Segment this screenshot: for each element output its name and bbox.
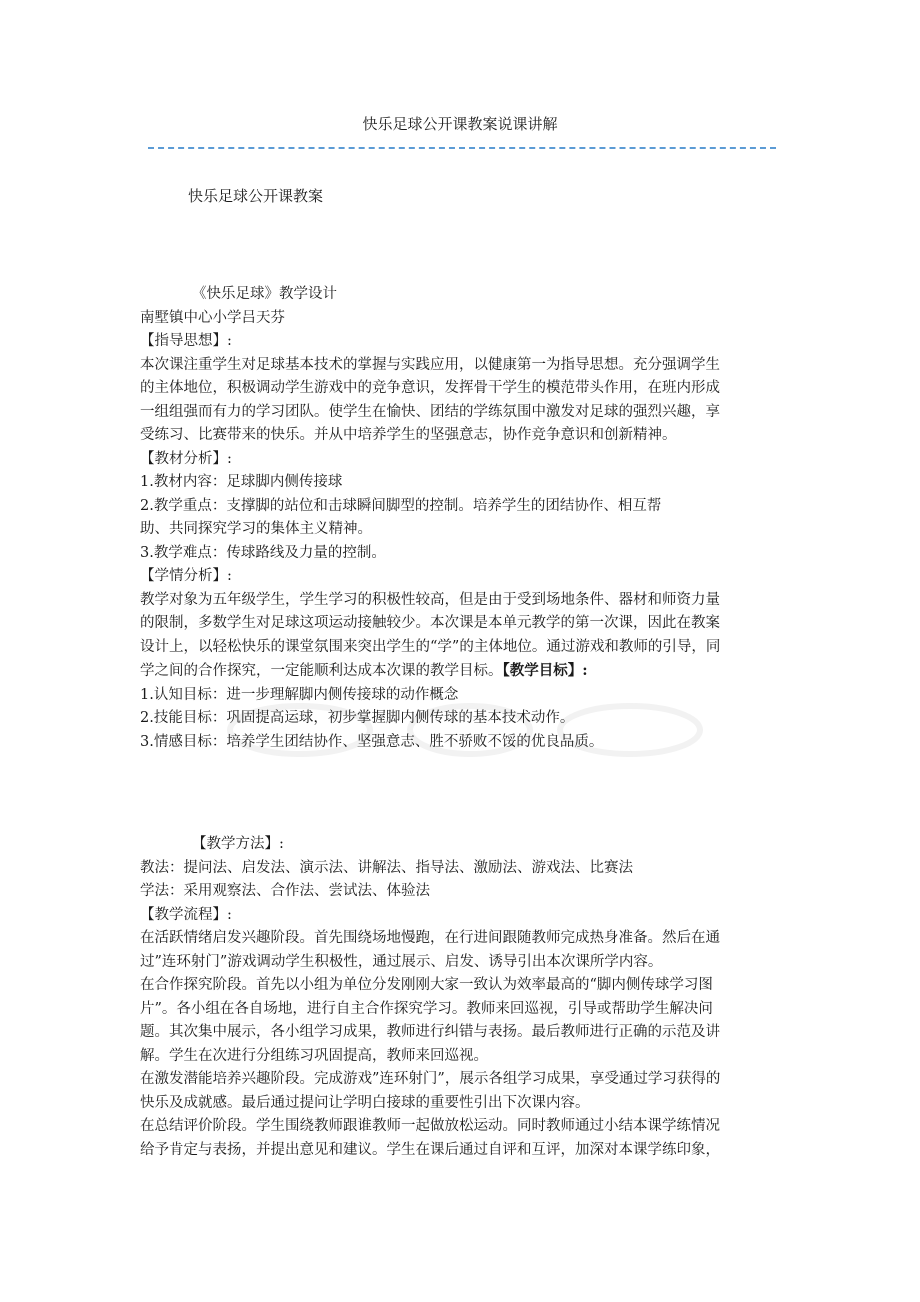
learner-heading: 【学情分析】: — [140, 568, 232, 584]
guide-line: 本次课注重学生对足球基本技术的掌握与实践应用，以健康第一为指导思想。充分强调学生 — [140, 356, 720, 373]
material-line: 助、共同探究学习的集体主义精神。 — [140, 521, 372, 537]
document-title: 快乐足球公开课教案说课讲解 — [362, 115, 558, 133]
guide-line: 受练习、比赛带来的快乐。并从中培养学生的坚强意志，协作竞争意识和创新精神。 — [140, 427, 677, 443]
guide-line: 一组组强而有力的学习团队。使学生在愉快、团结的学练氛围中激发对足球的强烈兴趣，享 — [140, 403, 720, 420]
flow-line: 在激发潜能培养兴趣阶段。完成游戏”连环射门”，展示各组学习成果，享受通过学习获得的 — [140, 1071, 721, 1087]
material-line: 2.教学重点：支撑脚的站位和击球瞬间脚型的控制。培养学生的团结协作、相互帮 — [140, 497, 662, 514]
flow-line: 解。学生在次进行分组练习巩固提高，教师来回巡视。 — [140, 1047, 488, 1064]
material-line: 3.教学难点：传球路线及力量的控制。 — [140, 544, 386, 561]
flow-heading: 【教学流程】: — [140, 906, 232, 923]
flow-line: 给予肯定与表扬，并提出意见和建议。学生在课后通过自评和互评，加深对本课学练印象， — [140, 1141, 720, 1158]
flow-line: 在总结评价阶段。学生围绕教师跟谁教师一起做放松运动。同时教师通过小结本课学练情况 — [140, 1118, 720, 1134]
material-line: 1.教材内容：足球脚内侧传接球 — [140, 474, 343, 490]
material-heading: 【教材分析】: — [140, 450, 232, 467]
flow-line: 在活跃情绪启发兴趣阶段。首先围绕场地慢跑，在行进间跟随教师完成热身准备。然后在通 — [140, 930, 720, 946]
flow-line: 片”。各小组在各自场地，进行自主合作探究学习。教师来回巡视，引导或帮助学生解决问 — [140, 1000, 713, 1017]
flow-line: 过”连环射门”游戏调动学生积极性，通过展示、启发、诱导引出本次课所学内容。 — [140, 953, 663, 970]
guide-line: 的主体地位，积极调动学生游戏中的竞争意识，发挥骨干学生的模范带头作用，在班内形成 — [140, 380, 720, 396]
learner-line: 教学对象为五年级学生，学生学习的积极性较高，但是由于受到场地条件、器材和师资力量 — [140, 591, 720, 608]
method-line: 教法：提问法、启发法、演示法、讲解法、指导法、激励法、游戏法、比赛法 — [140, 859, 633, 876]
title-divider — [148, 147, 776, 149]
section-lesson-design — [140, 283, 790, 754]
objective-line: 2.技能目标：巩固提高运球，初步掌握脚内侧传球的基本技术动作。 — [140, 710, 575, 726]
objective-line: 1.认知目标：进一步理解脚内侧传接球的动作概念 — [140, 686, 459, 703]
section-teaching-method — [140, 833, 790, 1162]
flow-line: 题。其次集中展示，各小组学习成果，教师进行纠错与表扬。最后教师进行正确的示范及讲 — [140, 1024, 720, 1040]
objective-heading: 【教学目标】: — [502, 662, 588, 679]
guide-heading: 【指导思想】: — [140, 333, 232, 349]
objective-line: 3.情感目标：培养学生团结协作、坚强意志、胜不骄败不馁的优良品质。 — [140, 733, 604, 750]
learner-line: 设计上，以轻松快乐的课堂氛围来突出学生的“学”的主体地位。通过游戏和教师的引导，同 — [140, 638, 721, 655]
method-line: 学法：采用观察法、合作法、尝试法、体验法 — [140, 883, 430, 899]
flow-line: 在合作探究阶段。首先以小组为单位分发刚刚大家一致认为效率最高的“脚内侧传球学习图 — [140, 977, 713, 993]
document-subtitle: 快乐足球公开课教案 — [188, 187, 324, 205]
learner-last-line: 学之间的合作探究，一定能顺利达成本次课的教学目标。 — [140, 663, 503, 679]
author-line: 南墅镇中心小学吕天芬 — [140, 309, 285, 326]
learner-line: 的限制，多数学生对足球这项运动接触较少。本次课是本单元教学的第一次课，因此在教案 — [140, 615, 720, 631]
design-title: 《快乐足球》教学设计 — [192, 286, 337, 302]
learner-line-with-objective-heading — [140, 659, 790, 684]
method-heading: 【教学方法】: — [192, 836, 284, 852]
flow-line: 快乐及成就感。最后通过提问让学明白接球的重要性引出下次课内容。 — [140, 1094, 590, 1111]
